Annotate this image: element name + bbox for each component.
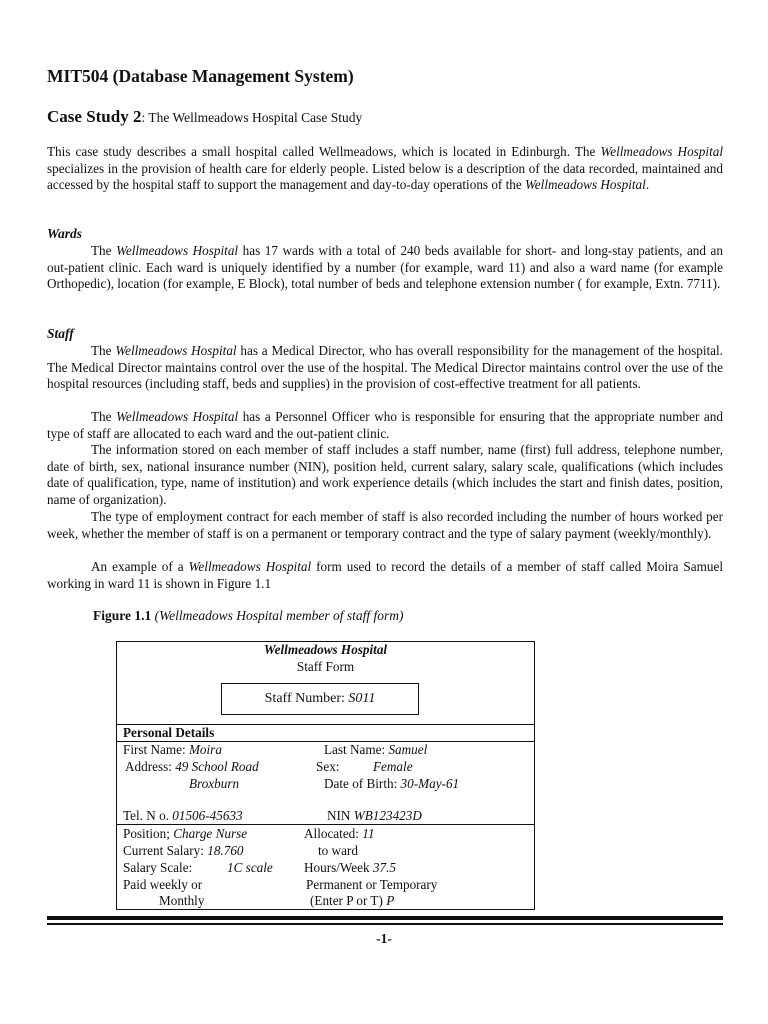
sex-field: Sex: bbox=[316, 759, 340, 774]
case-study-subtitle: : The Wellmeadows Hospital Case Study bbox=[141, 110, 363, 125]
figure-description: (Wellmeadows Hospital member of staff form) bbox=[154, 608, 404, 623]
to-ward-label: to ward bbox=[318, 843, 358, 858]
personal-details-label: Personal Details bbox=[123, 725, 215, 740]
first-name-field: First Name: Moira bbox=[123, 742, 222, 757]
form-divider bbox=[117, 824, 534, 825]
form-subtitle: Staff Form bbox=[296, 659, 355, 674]
form-title: Wellmeadows Hospital bbox=[263, 642, 388, 657]
figure-caption bbox=[93, 608, 404, 624]
last-name-field: Last Name: Samuel bbox=[324, 742, 428, 757]
staff-paragraph-4: The type of employment contract for each member of staff is also recorded including the number of hours worked per week, whether the member of staff is on a permanent or temporary contract and the type of salary payment (weekly/monthly). bbox=[47, 509, 723, 541]
page-number: -1- bbox=[376, 931, 392, 946]
figure-label: Figure 1.1 bbox=[93, 608, 152, 623]
staff-paragraph-3: The information stored on each member of staff includes a staff number, name (first) full address, telephone number, date of birth, sex, national insurance number (NIN), position held, current salary, salary scale, qualifications (which includes date of qualification, type, name of institution) and work experience details (which includes the start and finish dates, position, name of organization). bbox=[47, 442, 723, 507]
tel-field: Tel. N o. 01506-45633 bbox=[123, 808, 243, 823]
intro-paragraph: This case study describes a small hospital called Wellmeadows, which is located in Edinburgh. The Wellmeadows Hospital specializes in the provision of health care for elderly people. Listed below is a description of the data recorded, maintained and accessed by the hospital staff to support the management and day-to-day operations of the Wellmeadows Hospital. bbox=[47, 144, 723, 193]
wards-paragraph: The Wellmeadows Hospital has 17 wards with a total of 240 beds available for short- and long-stay patients, and an out-patient clinic. Each ward is uniquely identified by a number (for example, ward 11) and also a ward name (for example Orthopedic), location (for example, E Block), total number of beds and telephone extension number ( for example, Extn. 7711). bbox=[47, 243, 723, 292]
salary-scale-label: Salary Scale: bbox=[123, 860, 193, 875]
salary-field: Current Salary: 18.760 bbox=[123, 843, 244, 858]
paid-label: Paid weekly or bbox=[123, 877, 203, 892]
allocated-field: Allocated: 11 bbox=[304, 826, 375, 841]
position-field: Position; Charge Nurse bbox=[123, 826, 248, 841]
footer-rule-thin bbox=[47, 923, 723, 925]
hours-field: Hours/Week 37.5 bbox=[304, 860, 396, 875]
document-title: MIT504 (Database Management System) bbox=[47, 66, 354, 86]
footer-rule-thick bbox=[47, 916, 723, 920]
staff-number-box: Staff Number: S011 bbox=[221, 683, 419, 715]
staff-number-value: S011 bbox=[348, 691, 376, 706]
staff-form bbox=[116, 641, 535, 910]
nin-field: NIN WB123423D bbox=[327, 808, 422, 823]
staff-paragraph-1: The Wellmeadows Hospital has a Medical Director, who has overall responsibility for the management of the hospital. The Medical Director maintains control over the use of the hospital. The Medical Director maintains control over the use of the hospital resources (including staff, beds and supplies) in the provision of cost-effective treatment for all patients. bbox=[47, 343, 723, 392]
permanent-temporary-label: Permanent or Temporary bbox=[306, 877, 438, 892]
salary-scale-value: 1C scale bbox=[227, 860, 273, 875]
staff-paragraph-5: An example of a Wellmeadows Hospital form used to record the details of a member of staff called Moira Samuel working in ward 11 is shown in Figure 1.1 bbox=[47, 559, 723, 591]
enter-p-or-t-field: (Enter P or T) P bbox=[310, 893, 395, 908]
address-field: Address: 49 School Road bbox=[125, 759, 259, 774]
staff-heading: Staff bbox=[47, 326, 74, 341]
monthly-label: Monthly bbox=[159, 893, 205, 908]
address-line-2: Broxburn bbox=[189, 776, 240, 791]
dob-field: Date of Birth: 30-May-61 bbox=[324, 776, 460, 791]
case-study-heading bbox=[47, 107, 362, 127]
sex-value: Female bbox=[373, 759, 413, 774]
case-study-label: Case Study 2 bbox=[47, 107, 142, 126]
wards-heading: Wards bbox=[47, 226, 83, 241]
staff-paragraph-2: The Wellmeadows Hospital has a Personnel Officer who is responsible for ensuring that the appropriate number and type of staff are allocated to each ward and the out-patient clinic. bbox=[47, 409, 723, 441]
